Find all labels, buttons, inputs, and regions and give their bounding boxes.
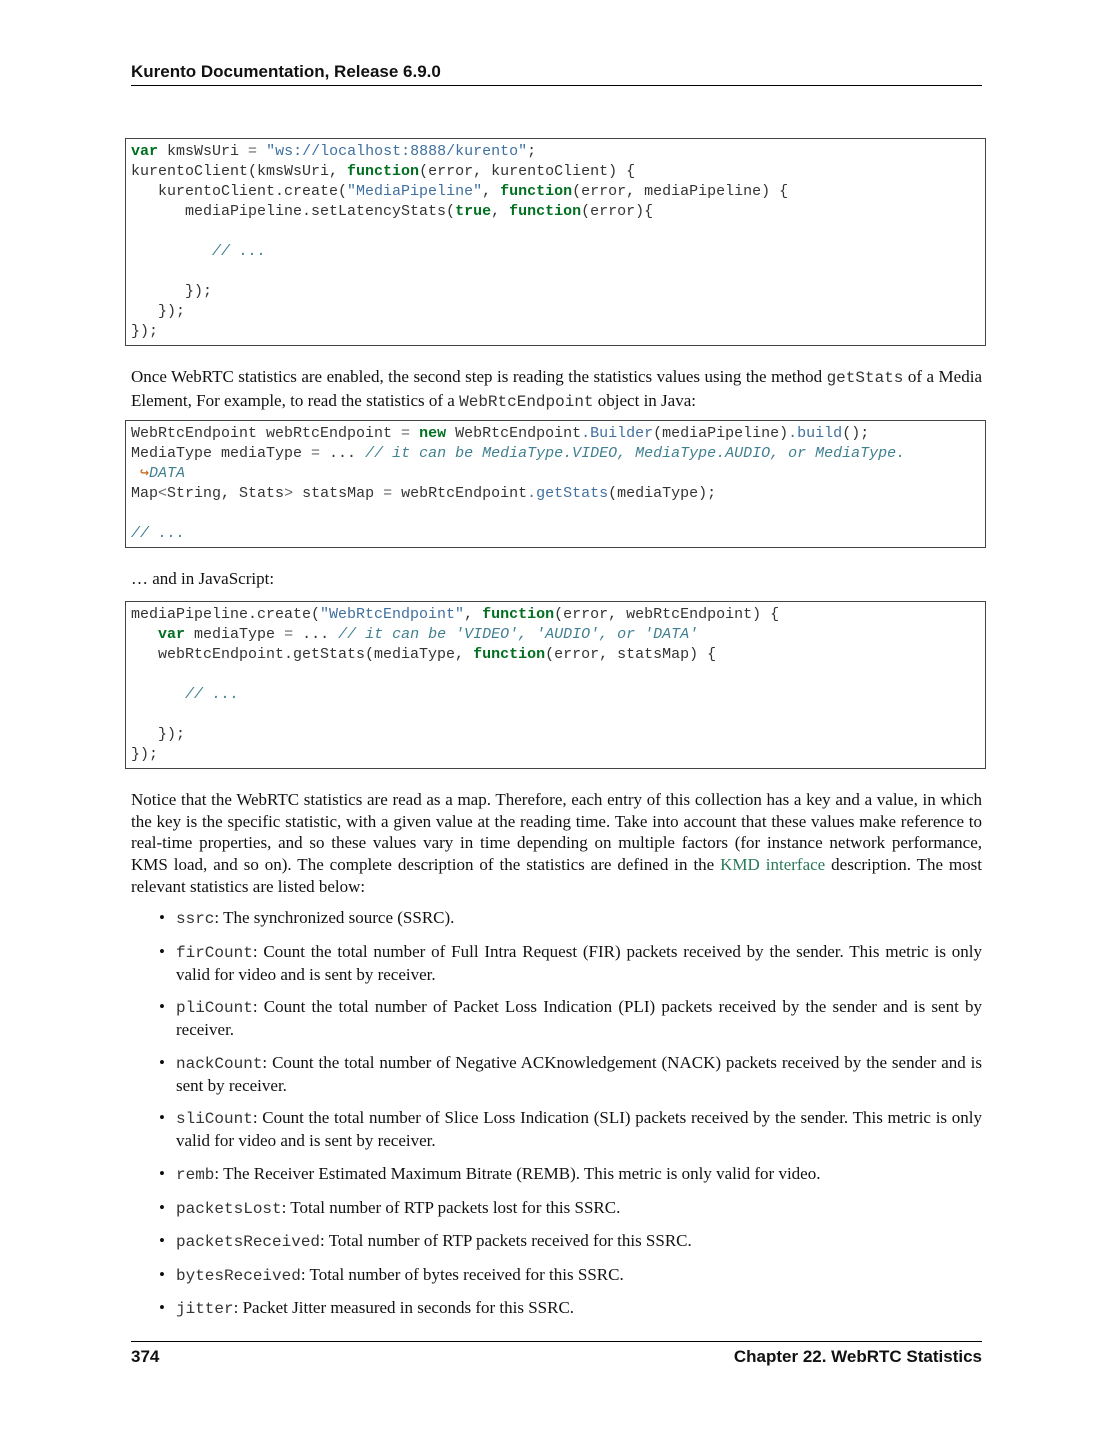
- code-line: WebRtcEndpoint webRtcEndpoint = new WebRtcEndpoint.Builder(mediaPipeline).build();: [131, 425, 870, 442]
- stats-list: [131, 907, 982, 1331]
- list-item-fircount: • firCount: Count the total number of Full Intra Request (FIR) packets received by the sender. This metric is only valid for video and is sent by receiver.: [159, 941, 982, 984]
- code-line-blank: [131, 262, 985, 282]
- running-header-title: Kurento Documentation, Release 6.9.0: [131, 62, 441, 81]
- code-line: var mediaType = ... // it can be 'VIDEO', 'AUDIO', or 'DATA': [158, 626, 699, 643]
- code-line: webRtcEndpoint.getStats(mediaType, function(error, statsMap) {: [131, 646, 717, 663]
- code-line: mediaPipeline.create("WebRtcEndpoint", function(error, webRtcEndpoint) {: [131, 606, 780, 623]
- code-line: });: [131, 303, 186, 320]
- code-line-blank: [131, 665, 985, 685]
- code-line: var kmsWsUri = "ws://localhost:8888/kurento";: [131, 143, 537, 160]
- list-item-packetsreceived: • packetsReceived: Total number of RTP packets received for this SSRC.: [159, 1231, 692, 1252]
- code-line: // ...: [131, 243, 267, 260]
- code-line: Map<String, Stats> statsMap = webRtcEndpoint.getStats(mediaType);: [131, 485, 717, 502]
- code-line: });: [131, 283, 213, 300]
- list-item-ssrc: • ssrc: The synchronized source (SSRC).: [159, 908, 455, 928]
- header-rule: [131, 85, 982, 86]
- code-line: MediaType mediaType = ... // it can be MediaType.VIDEO, MediaType.AUDIO, or MediaType.: [131, 445, 906, 462]
- code-line: });: [131, 746, 159, 763]
- list-item-packetslost: • packetsLost: Total number of RTP packets lost for this SSRC.: [159, 1197, 621, 1218]
- code-line: });: [131, 323, 159, 340]
- kmd-interface-link[interactable]: KMD interface: [720, 855, 826, 875]
- code-block-js-getstats: [125, 601, 986, 769]
- paragraph-getstats-intro: Once WebRTC statistics are enabled, the second step is reading the statistics values using the method getStats of a Media Element, For example, to read the statistics of a WebRtcEndpoint object in Java:: [131, 367, 982, 411]
- chapter-title: Chapter 22. WebRTC Statistics: [733, 1347, 982, 1366]
- footer-rule: [131, 1341, 982, 1342]
- code-line: // ...: [131, 525, 186, 542]
- code-line-blank: [131, 504, 985, 524]
- code-block-js-latency: [125, 138, 986, 346]
- code-line: // ...: [131, 686, 240, 703]
- code-line-blank: [131, 222, 985, 242]
- list-item-nackcount: • nackCount: Count the total number of Negative ACKnowledgement (NACK) packets received by the sender and is sent by receiver.: [159, 1052, 982, 1095]
- code-line: mediaPipeline.setLatencyStats(true, function(error){: [131, 203, 654, 220]
- paragraph-stats-description: Notice that the WebRTC statistics are read as a map. Therefore, each entry of this collection has a key and a value, in which the key is the specific statistic, with a given value at the reading time. Take into account that these values make reference to real-time properties, and so these values vary in time depending on multiple factors (for instance network performance, KMS load, and so on). The complete description of the statistics are defined in the KMD interface description. The most relevant statistics are listed below:: [131, 790, 982, 896]
- code-line-continuation: ↪DATA: [131, 465, 186, 482]
- list-item-jitter: • jitter: Packet Jitter measured in seconds for this SSRC.: [159, 1298, 575, 1319]
- code-line: });: [131, 726, 186, 743]
- list-item-bytesreceived: • bytesReceived: Total number of bytes received for this SSRC.: [159, 1264, 624, 1285]
- code-line: kurentoClient.create("MediaPipeline", function(error, mediaPipeline) {: [131, 183, 789, 200]
- page-number: 374: [131, 1347, 160, 1366]
- list-item-slicount: • sliCount: Count the total number of Slice Loss Indication (SLI) packets received by the sender. This metric is only valid for video and is sent by receiver.: [159, 1108, 982, 1151]
- code-block-java-getstats: [125, 420, 986, 548]
- list-item-plicount: • pliCount: Count the total number of Packet Loss Indication (PLI) packets received by the sender and is sent by receiver.: [159, 997, 982, 1040]
- code-line: kurentoClient(kmsWsUri, function(error, kurentoClient) {: [131, 163, 636, 180]
- paragraph-javascript-intro: … and in JavaScript:: [131, 569, 275, 588]
- list-item-remb: • remb: The Receiver Estimated Maximum Bitrate (REMB). This metric is only valid for video.: [159, 1163, 821, 1184]
- code-line-blank: [131, 705, 985, 725]
